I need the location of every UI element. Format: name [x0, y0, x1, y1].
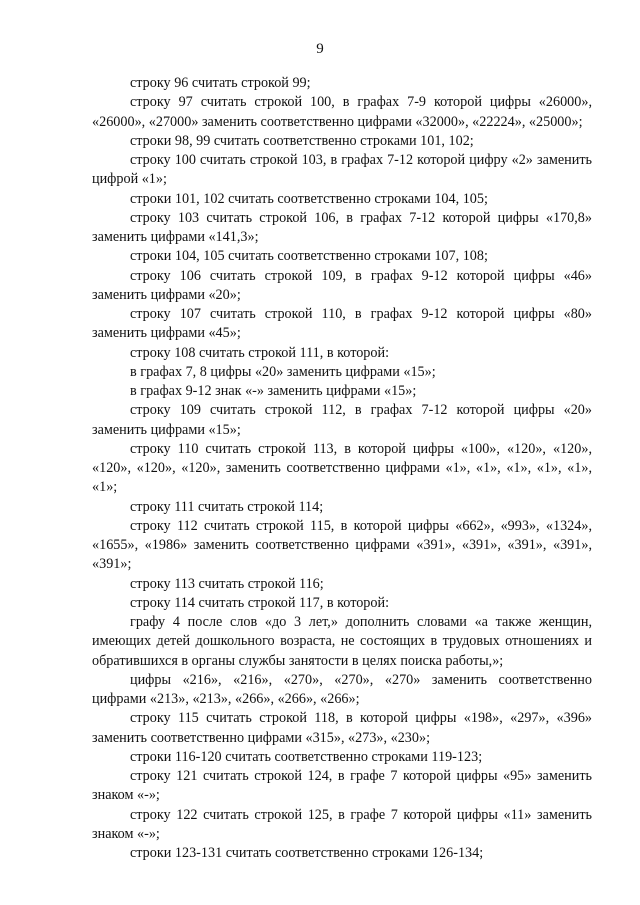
page-number: 9 [316, 41, 324, 57]
paragraph: строки 98, 99 считать соответственно строками 101, 102; [130, 132, 474, 149]
paragraph: строку 113 считать строкой 116; [130, 575, 324, 592]
paragraph: строку 114 считать строкой 117, в которой: [130, 594, 390, 611]
paragraph: строку 103 считать строкой 106, в графах 7-12 которой цифры «170,8» заменить цифрами «141,3»; [92, 209, 592, 245]
paragraph: строку 115 считать строкой 118, в которой цифры «198», «297», «396» заменить соответственно цифрами «315», «273», «230»; [92, 710, 592, 746]
paragraph: строку 111 считать строкой 114; [130, 498, 324, 515]
paragraph: строку 108 считать строкой 111, в которой: [130, 344, 390, 361]
paragraph: строку 122 считать строкой 125, в графе 7 которой цифры «11» заменить знаком «-»; [92, 806, 592, 842]
paragraph: строку 96 считать строкой 99; [130, 75, 311, 91]
document-body [92, 74, 592, 863]
paragraph: строку 110 считать строкой 113, в которой цифры «100», «120», «120», «120», «120», «120», заменить соответственно цифрами «1», «1», «1», «1», «1», «1»; [92, 440, 592, 496]
paragraph: строку 112 считать строкой 115, в которой цифры «662», «993», «1324», «1655», «1986» заменить соответственно цифрами «391», «391», «391», «391», «391»; [92, 517, 592, 573]
paragraph: строки 116-120 считать соответственно строками 119-123; [130, 748, 483, 765]
paragraph: в графах 7, 8 цифры «20» заменить цифрами «15»; [130, 363, 436, 380]
paragraph: строку 106 считать строкой 109, в графах 9-12 которой цифры «46» заменить цифрами «20»; [92, 267, 592, 303]
paragraph: строку 97 считать строкой 100, в графах 7-9 которой цифры «26000», «26000», «27000» заменить соответственно цифрами «32000», «22224», «25000»; [92, 94, 592, 130]
paragraph: цифры «216», «216», «270», «270», «270» заменить соответственно цифрами «213», «213», «266», «266», «266»; [92, 671, 592, 707]
paragraph: строки 101, 102 считать соответственно строками 104, 105; [130, 190, 488, 207]
paragraph: строку 100 считать строкой 103, в графах 7-12 которой цифру «2» заменить цифрой «1»; [92, 152, 592, 188]
paragraph: строку 109 считать строкой 112, в графах 7-12 которой цифры «20» заменить цифрами «15»; [92, 402, 592, 438]
paragraph: строку 121 считать строкой 124, в графе 7 которой цифры «95» заменить знаком «-»; [92, 768, 592, 804]
paragraph: строки 123-131 считать соответственно строками 126-134; [130, 845, 484, 861]
paragraph: графу 4 после слов «до 3 лет,» дополнить словами «а также женщин, имеющих детей дошкольного возраста, не состоящих в трудовых отношениях и обратившихся в органы службы занятости в целях поиска работы,»; [92, 614, 592, 669]
paragraph: строку 107 считать строкой 110, в графах 9-12 которой цифры «80» заменить цифрами «45»; [92, 306, 592, 342]
paragraph: в графах 9-12 знак «-» заменить цифрами «15»; [130, 383, 417, 399]
paragraph: строки 104, 105 считать соответственно строками 107, 108; [130, 248, 488, 265]
